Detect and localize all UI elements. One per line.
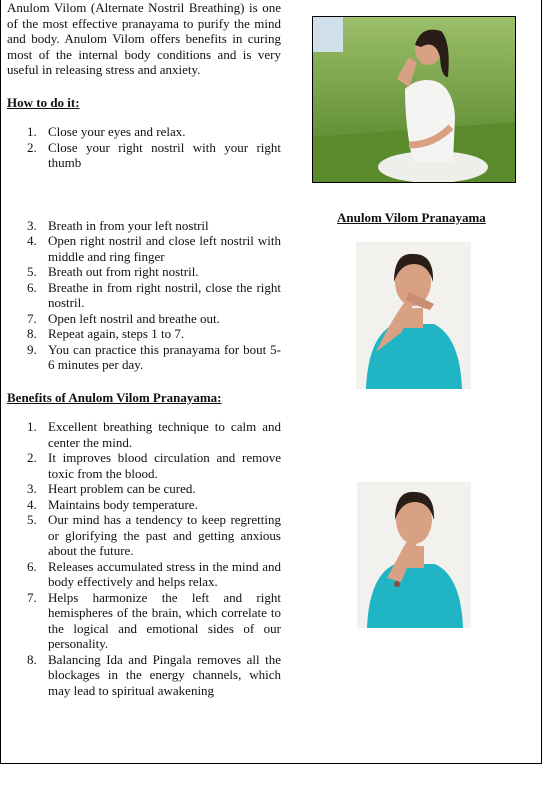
benefit-item xyxy=(7,419,281,450)
benefit-item xyxy=(7,559,281,590)
how-step-item xyxy=(7,218,281,234)
benefit-number: 2. xyxy=(27,450,37,465)
benefit-text: Excellent breathing technique to calm and center the mind. xyxy=(48,419,281,450)
benefits-heading: Benefits of Anulom Vilom Pranayama: xyxy=(7,389,222,405)
how-step-item xyxy=(7,264,281,280)
benefit-item xyxy=(7,652,281,699)
benefit-item xyxy=(7,590,281,652)
benefit-item xyxy=(7,497,281,513)
how-step-number: 6. xyxy=(27,279,37,295)
benefit-number: 6. xyxy=(27,558,37,574)
how-step-text: Breath in from your left nostril xyxy=(48,217,209,233)
how-step-number: 1. xyxy=(27,124,37,139)
text-column xyxy=(7,0,281,698)
technique-photo-right-nostril xyxy=(356,242,471,389)
how-step-item xyxy=(7,326,281,342)
benefit-text: Our mind has a tendency to keep regretting or glorifying the past and getting anxious about the future. xyxy=(48,512,281,558)
how-step-item xyxy=(7,233,281,264)
benefits-list xyxy=(7,419,281,698)
benefit-text: Balancing Ida and Pingala removes all the blockages in the energy channels, which may lead to spiritual awakening xyxy=(48,651,281,698)
how-step-number: 9. xyxy=(27,341,37,357)
benefit-number: 1. xyxy=(27,419,37,434)
how-step-text: Open right nostril and close left nostril with middle and ring finger xyxy=(48,233,281,264)
benefit-number: 4. xyxy=(27,496,37,512)
how-step-number: 2. xyxy=(27,139,37,155)
meditation-photo xyxy=(312,16,516,183)
benefit-item xyxy=(7,512,281,559)
benefit-number: 8. xyxy=(27,651,37,667)
how-step-text: Repeat again, steps 1 to 7. xyxy=(48,326,185,341)
how-step-item xyxy=(7,140,281,171)
how-step-text: Breathe in from right nostril, close the right nostril. xyxy=(48,279,281,310)
benefit-text: Maintains body temperature. xyxy=(48,496,198,512)
benefit-text: Heart problem can be cured. xyxy=(48,481,196,496)
how-step-text: You can practice this pranayama for bout 5-6 minutes per day. xyxy=(48,341,281,372)
how-to-heading: How to do it: xyxy=(7,94,80,110)
how-step-text: Open left nostril and breathe out. xyxy=(48,310,220,326)
photo-caption: Anulom Vilom Pranayama xyxy=(337,210,486,225)
how-step-item xyxy=(7,311,281,327)
how-step-number: 4. xyxy=(27,233,37,248)
how-step-item xyxy=(7,280,281,311)
technique-photo-left-nostril xyxy=(357,482,471,628)
how-step-item xyxy=(7,124,281,140)
benefit-text: It improves blood circulation and remove toxic from the blood. xyxy=(48,450,281,481)
benefit-number: 3. xyxy=(27,481,37,496)
benefit-number: 7. xyxy=(27,589,37,605)
how-step-number: 3. xyxy=(27,217,37,233)
how-step-text: Close your right nostril with your right thumb xyxy=(48,139,281,170)
intro-paragraph: Anulom Vilom (Alternate Nostril Breathing) is one of the most effective pranayama to purify the mind and body. Anulom Vilom offers benefits in curing most of the internal body conditions and is very useful in releasing stress and anxiety. xyxy=(7,0,281,77)
benefit-text: Releases accumulated stress in the mind and body effectively and helps relax. xyxy=(48,558,281,589)
how-step-text: Close your eyes and relax. xyxy=(48,124,186,139)
benefit-text: Helps harmonize the left and right hemispheres of the brain, which correlate to the logical and emotional sides of our personality. xyxy=(48,589,281,651)
benefit-item xyxy=(7,450,281,481)
how-step-number: 7. xyxy=(27,310,37,326)
how-to-steps-part2 xyxy=(7,218,281,373)
how-step-item xyxy=(7,342,281,373)
how-to-steps-part1 xyxy=(7,124,281,171)
how-step-number: 5. xyxy=(27,264,37,279)
benefit-item xyxy=(7,481,281,497)
how-step-text: Breath out from right nostril. xyxy=(48,264,199,279)
benefit-number: 5. xyxy=(27,512,37,527)
how-step-number: 8. xyxy=(27,326,37,341)
